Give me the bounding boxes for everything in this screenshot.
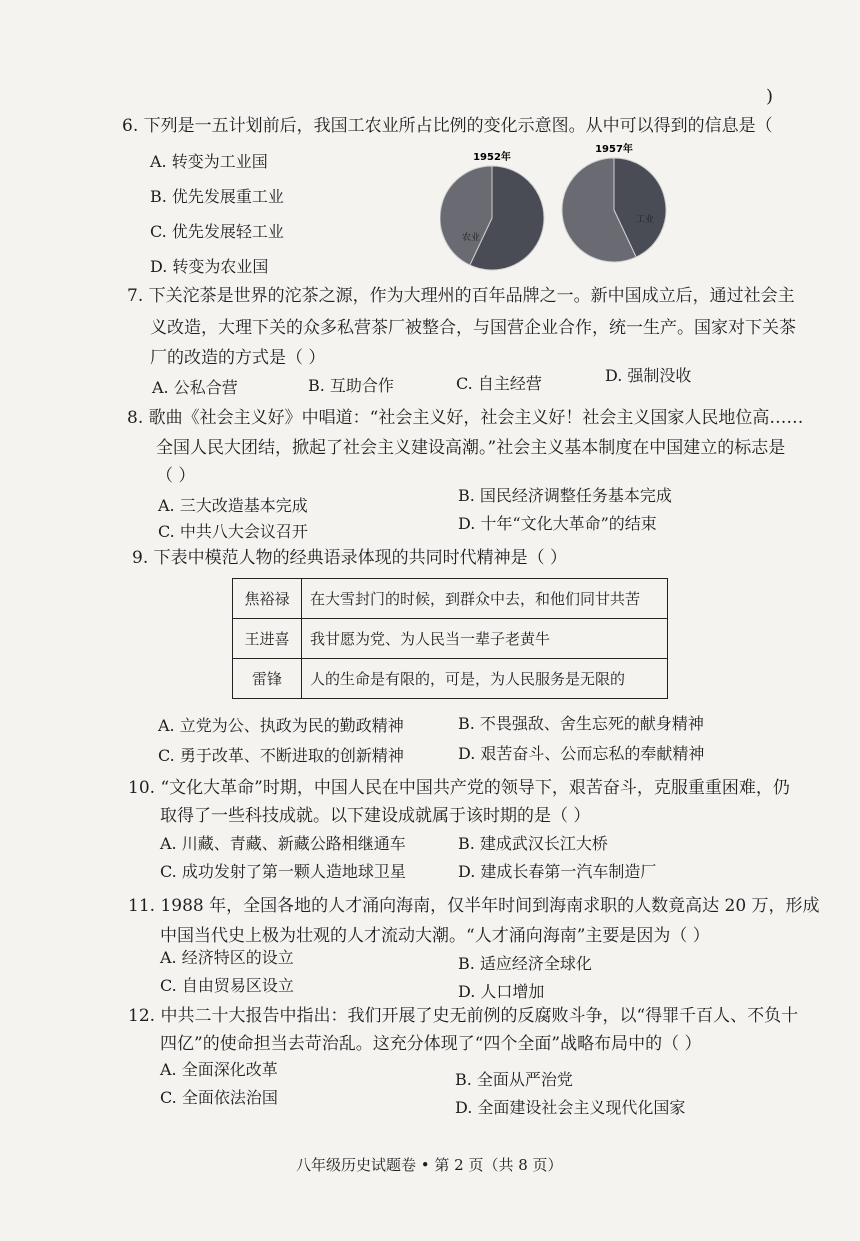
- q12-option-d: D. 全面建设社会主义现代化国家: [455, 1098, 686, 1117]
- q10-line1: 10. “文化大革命”时期，中国人民在中国共产党的领导下，艰苦奋斗，克服重重困难，仍: [128, 778, 790, 798]
- q8-option-a: A. 三大改造基本完成: [158, 496, 308, 515]
- q10-line2: 取得了一些科技成就。以下建设成就属于该时期的是（ ）: [160, 806, 591, 826]
- table-row: [233, 619, 668, 659]
- q8-line3: （ ）: [156, 466, 196, 486]
- q10-option-b: B. 建成武汉长江大桥: [458, 834, 608, 853]
- pie2-label-ind: 工业: [636, 215, 655, 225]
- model-quote: 在大雪封门的时候，到群众中去，和他们同甘共苦: [302, 579, 668, 619]
- model-quote: 我甘愿为党、为人民当一辈子老黄牛: [302, 619, 668, 659]
- q9-stem: 9. 下表中模范人物的经典语录体现的共同时代精神是（ ）: [132, 548, 568, 568]
- q12-option-c: C. 全面依法治国: [160, 1088, 278, 1107]
- page-footer: 八年级历史试题卷 • 第 2 页（共 8 页）: [296, 1156, 563, 1174]
- model-quote: 人的生命是有限的，可是，为人民服务是无限的: [302, 659, 668, 699]
- pie1-label-agri: 农业: [462, 233, 481, 243]
- q6-option-b: B. 优先发展重工业: [150, 187, 284, 206]
- q9-option-a: A. 立党为公、执政为民的勤政精神: [158, 716, 404, 735]
- q7-option-c: C. 自主经营: [456, 374, 542, 393]
- q9-option-b: B. 不畏强敌、舍生忘死的献身精神: [458, 714, 704, 733]
- q10-option-c: C. 成功发射了第一颗人造地球卫星: [160, 862, 406, 881]
- q12-option-b: B. 全面从严治党: [455, 1070, 573, 1089]
- q11-line2: 中国当代史上极为壮观的人才流动大潮。“人才涌向海南”主要是因为（ ）: [160, 926, 710, 946]
- q6-option-a: A. 转变为工业国: [150, 152, 268, 171]
- q8-line2: 全国人民大团结，掀起了社会主义建设高潮。”社会主义基本制度在中国建立的标志是: [156, 438, 786, 458]
- q6-option-d: D. 转变为农业国: [150, 257, 269, 276]
- q8-line1: 8. 歌曲《社会主义好》中唱道：“社会主义好，社会主义好！社会主义国家人民地位高……: [127, 408, 804, 428]
- q7-option-a: A. 公私合营: [152, 378, 238, 397]
- table-row: [233, 579, 668, 619]
- pie-1957: [562, 158, 666, 262]
- q11-option-d: D. 人口增加: [458, 982, 545, 1001]
- top-paren: ): [766, 86, 774, 107]
- q12-line1: 12. 中共二十大报告中指出：我们开展了史无前例的反腐败斗争，以“得罪千百人、不负十: [128, 1006, 799, 1026]
- q10-option-d: D. 建成长春第一汽车制造厂: [458, 862, 657, 881]
- q7-option-d: D. 强制没收: [605, 366, 692, 385]
- q9-option-d: D. 艰苦奋斗、公而忘私的奉献精神: [458, 744, 705, 763]
- model-name: 王进喜: [233, 619, 302, 659]
- q7-line1: 7. 下关沱茶是世界的沱茶之源，作为大理州的百年品牌之一。新中国成立后，通过社会主: [127, 286, 795, 306]
- q8-option-d: D. 十年“文化大革命”的结束: [458, 514, 657, 533]
- q6-option-c: C. 优先发展轻工业: [150, 222, 284, 241]
- role-model-table: [232, 578, 668, 699]
- q11-option-a: A. 经济特区的设立: [160, 948, 294, 967]
- model-name: 焦裕禄: [233, 579, 302, 619]
- q8-option-b: B. 国民经济调整任务基本完成: [458, 486, 672, 505]
- pie1-title: 1952年: [473, 152, 511, 163]
- q10-option-a: A. 川藏、青藏、新藏公路相继通车: [160, 834, 406, 853]
- q6-stem: 6. 下列是一五计划前后，我国工农业所占比例的变化示意图。从中可以得到的信息是（: [122, 116, 773, 136]
- q7-line2: 义改造，大理下关的众多私营茶厂被整合，与国营企业合作，统一生产。国家对下关茶: [150, 318, 796, 338]
- model-name: 雷锋: [233, 659, 302, 699]
- pie-1952: [440, 166, 544, 270]
- q9-option-c: C. 勇于改革、不断进取的创新精神: [158, 746, 404, 765]
- q11-line1: 11. 1988 年，全国各地的人才涌向海南，仅半年时间到海南求职的人数竟高达 20 万，形成: [128, 896, 820, 916]
- pie2-title: 1957年: [595, 144, 633, 155]
- q7-option-b: B. 互助合作: [308, 376, 394, 395]
- q8-option-c: C. 中共八大会议召开: [158, 522, 308, 541]
- q7-line3: 厂的改造的方式是（ ）: [150, 348, 326, 368]
- q11-option-b: B. 适应经济全球化: [458, 954, 592, 973]
- q11-option-c: C. 自由贸易区设立: [160, 976, 294, 995]
- q12-line2: 四亿”的使命担当去苛治乱。这充分体现了“四个全面”战略布局中的（ ）: [160, 1034, 702, 1054]
- pie-charts: [440, 140, 670, 275]
- q12-option-a: A. 全面深化改革: [160, 1060, 278, 1079]
- table-row: [233, 659, 668, 699]
